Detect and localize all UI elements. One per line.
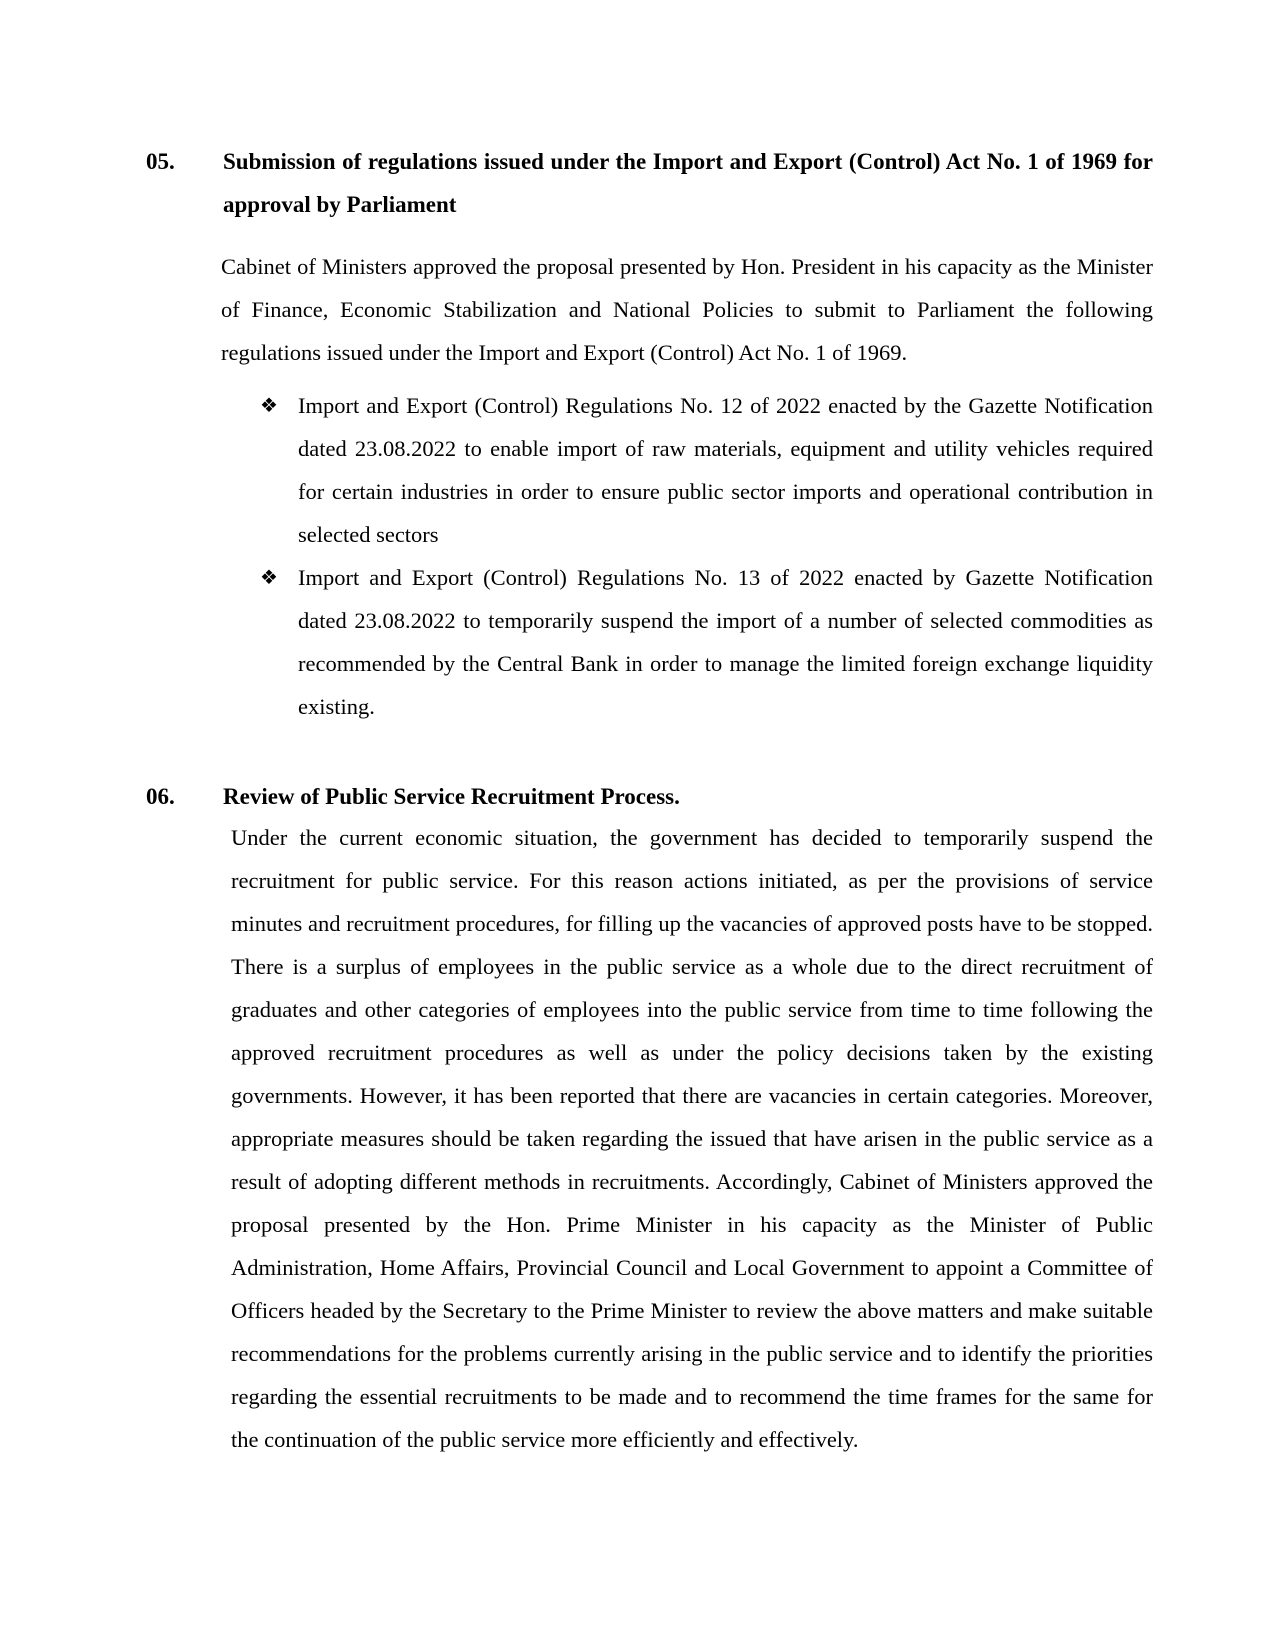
section-heading: Review of Public Service Recruitment Process. (223, 784, 680, 809)
four-diamond-bullet-icon: ❖ (260, 393, 278, 417)
list-item (258, 384, 1153, 556)
section-heading: Submission of regulations issued under the Import and Export (Control) Act No. 1 of 1969 for approval by Parliament (223, 149, 1153, 217)
list-item-text: Import and Export (Control) Regulations No. 13 of 2022 enacted by Gazette Notification dated 23.08.2022 to temporarily suspend the import of a number of selected commodities as recommended by the Central Bank in order to manage the limited foreign exchange liquidity existing. (298, 565, 1153, 719)
section-number: 05. (146, 149, 175, 174)
section-body: Cabinet of Ministers approved the proposal presented by Hon. President in his capacity as the Minister of Finance, Economic Stabilization and National Policies to submit to Parliament the following regulations issued under the Import and Export (Control) Act No. 1 of 1969. (221, 254, 1153, 365)
four-diamond-bullet-icon: ❖ (260, 565, 278, 589)
list-item (258, 556, 1153, 728)
section-body: Under the current economic situation, the government has decided to temporarily suspend the recruitment for public service. For this reason actions initiated, as per the provisions of service minutes and recruitment procedures, for filling up the vacancies of approved posts have to be stopped. There is a surplus of employees in the public service as a whole due to the direct recruitment of graduates and other categories of employees into the public service from time to time following the approved recruitment procedures as well as under the policy decisions taken by the existing governments. However, it has been reported that there are vacancies in certain categories. Moreover, appropriate measures should be taken regarding the issued that have arisen in the public service as a result of adopting different methods in recruitments. Accordingly, Cabinet of Ministers approved the proposal presented by the Hon. Prime Minister in his capacity as the Minister of Public Administration, Home Affairs, Provincial Council and Local Government to appoint a Committee of Officers headed by the Secretary to the Prime Minister to review the above matters and make suitable recommendations for the problems currently arising in the public service and to identify the priorities regarding the essential recruitments to be made and to recommend the time frames for the same for the continuation of the public service more efficiently and effectively. (231, 825, 1153, 1452)
section-number: 06. (146, 784, 175, 809)
list-item-text: Import and Export (Control) Regulations No. 12 of 2022 enacted by the Gazette Notification dated 23.08.2022 to enable import of raw materials, equipment and utility vehicles required for certain industries in order to ensure public sector imports and operational contribution in selected sectors (298, 393, 1153, 547)
regulation-list (258, 384, 1153, 728)
